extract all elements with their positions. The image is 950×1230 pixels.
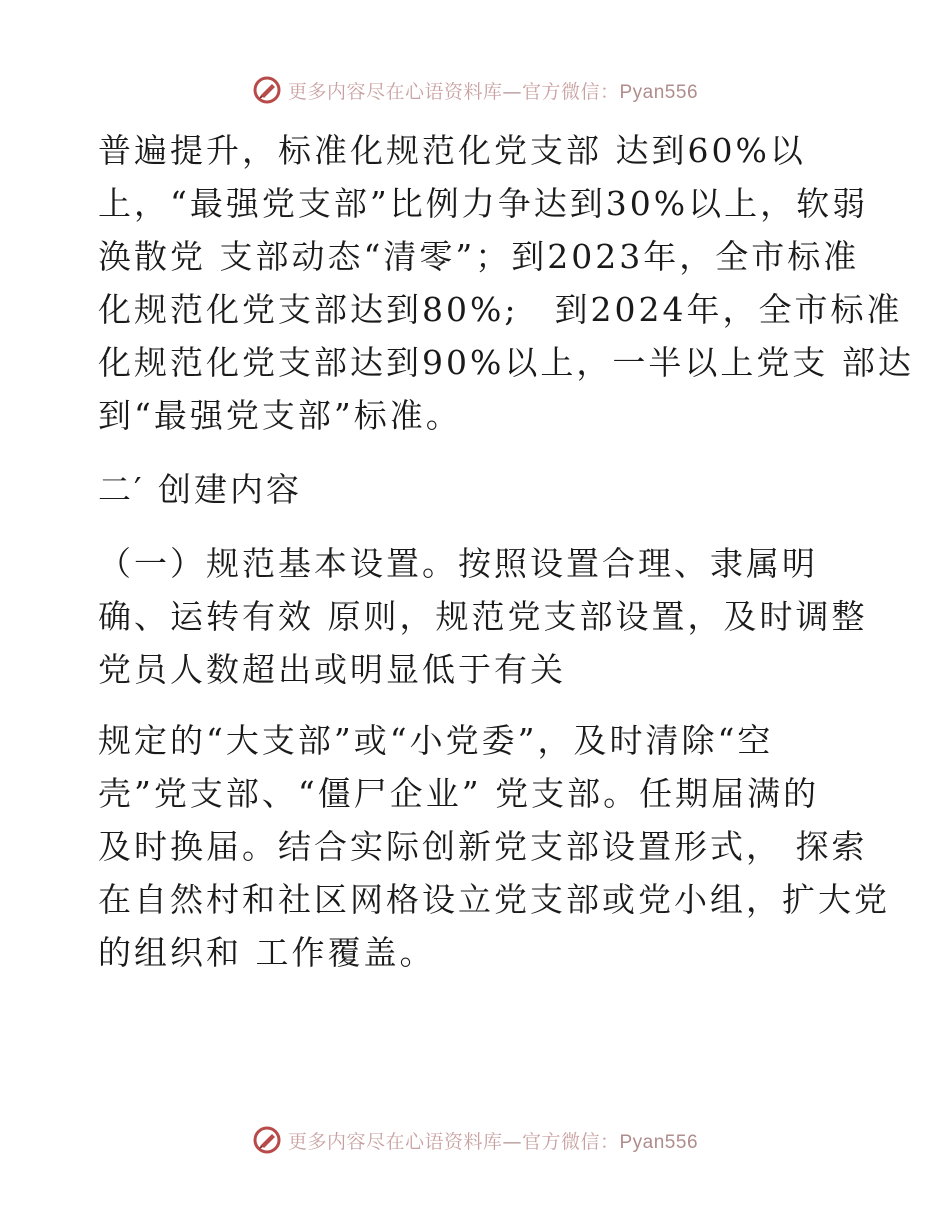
watermark-header — [0, 70, 950, 110]
pen-logo-icon — [252, 75, 282, 105]
text-line: 化规范化党支部达到80%; 到2024年，全市标准 — [98, 290, 903, 329]
text-line: 普遍提升，标准化规范化党支部 达到60%以 — [98, 131, 806, 170]
watermark-footer — [0, 1120, 950, 1160]
watermark-separator: — — [502, 80, 522, 103]
text-line: 到“最强党支部”标准。 — [98, 396, 462, 435]
text-line: 确、运转有效 原则，规范党支部设置，及时调整 — [98, 597, 868, 636]
text-line: 党员人数超出或明显低于有关 — [98, 650, 566, 689]
text-line: 壳”党支部、“僵尸企业” 党支部。任期届满的 — [98, 774, 820, 813]
text-line: 上，“最强党支部”比例力争达到30%以上，软弱 — [98, 184, 869, 223]
section-heading: 二′ 创建内容 — [98, 470, 302, 509]
watermark-brand: 更多内容尽在心语资料库 — [287, 1130, 503, 1153]
paragraph-3 — [98, 714, 890, 979]
paragraph-1 — [98, 124, 914, 442]
pen-logo-icon — [252, 1125, 282, 1155]
paragraph-2 — [98, 537, 868, 696]
watermark-separator: — — [502, 1130, 522, 1153]
text-line: 及时换届。结合实际创新党支部设置形式， 探索 — [98, 827, 868, 866]
watermark-text — [288, 77, 698, 104]
text-line: 在自然村和社区网格设立党支部或党小组，扩大党 — [98, 880, 890, 919]
text-line: （一）规范基本设置。按照设置合理、隶属明 — [98, 544, 818, 583]
text-line: 涣散党 支部动态“清零”；到2023年，全市标准 — [98, 237, 860, 276]
watermark-label: 官方微信： — [521, 80, 620, 103]
watermark-label: 官方微信： — [521, 1130, 620, 1153]
watermark-text — [288, 1127, 698, 1154]
watermark-brand: 更多内容尽在心语资料库 — [287, 80, 503, 103]
text-line: 的组织和 工作覆盖。 — [98, 933, 436, 972]
text-line: 规定的“大支部”或“小党委”，及时清除“空 — [98, 721, 774, 760]
text-line: 化规范化党支部达到90%以上，一半以上党支 部达 — [98, 343, 914, 382]
watermark-id: Pyan556 — [619, 1131, 699, 1153]
document-body — [98, 124, 914, 979]
watermark-id: Pyan556 — [619, 81, 699, 103]
